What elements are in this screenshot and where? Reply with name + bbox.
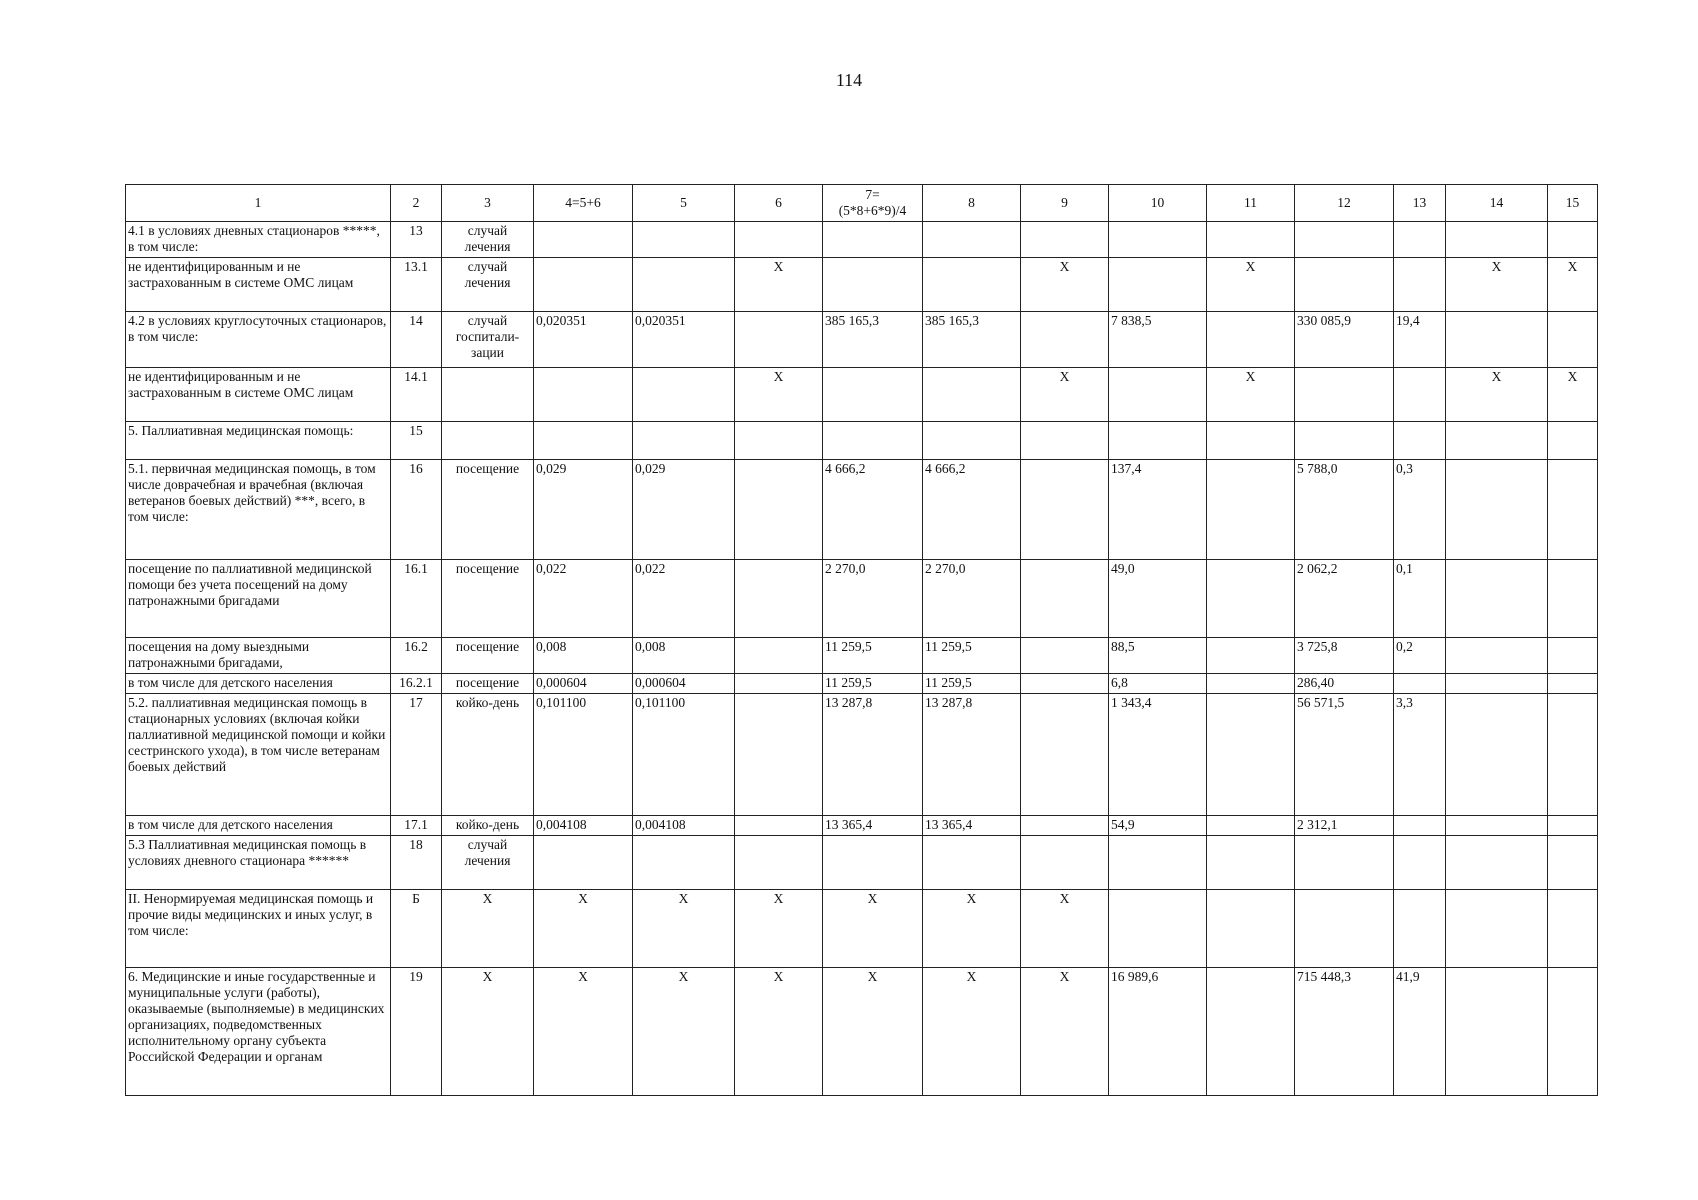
row-label-cell: 5.1. первичная медицинская помощь, в том числе доврачебная и врачебная (включая ветеранов боевых действий) ***, всего, в том числе: — [126, 460, 391, 560]
table-cell: X — [1207, 258, 1295, 312]
table-cell: 137,4 — [1109, 460, 1207, 560]
table-cell: 385 165,3 — [923, 312, 1021, 368]
table-cell — [735, 460, 823, 560]
table-cell — [735, 816, 823, 836]
table-cell: случай лечения — [442, 258, 534, 312]
table-cell — [735, 312, 823, 368]
table-cell — [1394, 674, 1446, 694]
table-cell: 715 448,3 — [1295, 968, 1394, 1096]
table-cell — [1548, 222, 1598, 258]
table-cell: 49,0 — [1109, 560, 1207, 638]
header-cell: 3 — [442, 185, 534, 222]
table-cell — [1548, 460, 1598, 560]
table-cell — [442, 368, 534, 422]
table-row — [126, 460, 1598, 560]
row-label-cell: посещение по паллиативной медицинской помощи без учета посещений на дому патронажными бригадами — [126, 560, 391, 638]
row-label-cell: 6. Медицинские и иные государственные и муниципальные услуги (работы), оказываемые (выполняемые) в медицинских организациях, подведомственных исполнительному органу субъекта Российской Федерации и органам — [126, 968, 391, 1096]
table-cell — [1207, 674, 1295, 694]
table-cell — [633, 258, 735, 312]
table-cell: 17.1 — [391, 816, 442, 836]
table-cell: 0,101100 — [534, 694, 633, 816]
table-cell: 11 259,5 — [823, 674, 923, 694]
table-cell: 16.2.1 — [391, 674, 442, 694]
table-cell: посещение — [442, 460, 534, 560]
table-cell — [534, 422, 633, 460]
table-cell: X — [1446, 368, 1548, 422]
table-cell: Б — [391, 890, 442, 968]
table-cell — [823, 222, 923, 258]
table-cell — [1446, 674, 1548, 694]
table-cell — [1021, 816, 1109, 836]
row-label-cell: посещения на дому выездными патронажными бригадами, — [126, 638, 391, 674]
table-row — [126, 638, 1598, 674]
table-cell: X — [923, 968, 1021, 1096]
table-cell: койко-день — [442, 694, 534, 816]
table-cell: 13 — [391, 222, 442, 258]
table-cell: 88,5 — [1109, 638, 1207, 674]
table-cell: 385 165,3 — [823, 312, 923, 368]
table-cell — [735, 836, 823, 890]
table-cell: 19,4 — [1394, 312, 1446, 368]
table-cell: 13.1 — [391, 258, 442, 312]
table-cell: X — [633, 890, 735, 968]
table-cell — [1021, 460, 1109, 560]
table-cell — [1021, 222, 1109, 258]
table-cell: X — [823, 890, 923, 968]
table-cell: 16 989,6 — [1109, 968, 1207, 1096]
table-row — [126, 222, 1598, 258]
table-cell: 54,9 — [1109, 816, 1207, 836]
table-cell: X — [1021, 368, 1109, 422]
table-cell: X — [1548, 368, 1598, 422]
table-row — [126, 836, 1598, 890]
row-label-cell: 5. Паллиативная медицинская помощь: — [126, 422, 391, 460]
table-cell: 0,022 — [534, 560, 633, 638]
table-cell: 13 365,4 — [823, 816, 923, 836]
table-cell: 0,008 — [534, 638, 633, 674]
table-cell: 0,029 — [534, 460, 633, 560]
table-cell — [1207, 968, 1295, 1096]
table-cell — [1548, 968, 1598, 1096]
table-cell — [735, 674, 823, 694]
table-cell: 19 — [391, 968, 442, 1096]
table-cell: посещение — [442, 638, 534, 674]
table-cell — [1109, 890, 1207, 968]
table-cell: 11 259,5 — [923, 638, 1021, 674]
table-cell — [1295, 890, 1394, 968]
table-cell — [1295, 368, 1394, 422]
table-cell: 5 788,0 — [1295, 460, 1394, 560]
table-cell: 0,101100 — [633, 694, 735, 816]
table-cell — [1394, 890, 1446, 968]
table-cell — [1021, 422, 1109, 460]
table-row — [126, 674, 1598, 694]
table-cell: X — [735, 368, 823, 422]
table-cell: 330 085,9 — [1295, 312, 1394, 368]
table-cell — [1446, 222, 1548, 258]
table-cell — [1446, 890, 1548, 968]
table-cell — [823, 836, 923, 890]
table-cell — [1021, 674, 1109, 694]
table-cell — [1109, 836, 1207, 890]
table-cell — [534, 836, 633, 890]
table-cell: 15 — [391, 422, 442, 460]
table-cell — [923, 422, 1021, 460]
table-cell — [1207, 312, 1295, 368]
table-cell: 0,020351 — [633, 312, 735, 368]
table-cell — [823, 368, 923, 422]
table-cell — [1207, 836, 1295, 890]
table-cell — [1548, 890, 1598, 968]
table-cell — [1446, 312, 1548, 368]
table-cell: 2 270,0 — [823, 560, 923, 638]
header-row — [126, 185, 1598, 222]
table-cell — [823, 258, 923, 312]
table-cell: 0,008 — [633, 638, 735, 674]
table-cell: 18 — [391, 836, 442, 890]
table-cell — [1207, 560, 1295, 638]
table-cell — [534, 368, 633, 422]
table-cell — [1548, 422, 1598, 460]
table-cell — [1446, 694, 1548, 816]
table-cell — [1021, 638, 1109, 674]
table-cell: посещение — [442, 560, 534, 638]
table-cell — [1207, 422, 1295, 460]
table-cell: 286,40 — [1295, 674, 1394, 694]
table-cell: 0,004108 — [633, 816, 735, 836]
table-cell: 16.2 — [391, 638, 442, 674]
table-row — [126, 312, 1598, 368]
row-label-cell: 4.2 в условиях круглосуточных стационаров, в том числе: — [126, 312, 391, 368]
table-cell: 0,022 — [633, 560, 735, 638]
header-cell: 4=5+6 — [534, 185, 633, 222]
table-cell — [1207, 460, 1295, 560]
table-cell — [1021, 560, 1109, 638]
table-cell: 2 270,0 — [923, 560, 1021, 638]
table-cell: X — [1207, 368, 1295, 422]
table-cell — [534, 222, 633, 258]
header-cell: 7= (5*8+6*9)/4 — [823, 185, 923, 222]
table-cell — [923, 222, 1021, 258]
header-cell: 12 — [1295, 185, 1394, 222]
table-cell — [735, 222, 823, 258]
header-cell: 10 — [1109, 185, 1207, 222]
table-cell — [1548, 638, 1598, 674]
table-cell — [1109, 222, 1207, 258]
header-cell: 9 — [1021, 185, 1109, 222]
table-cell: 0,029 — [633, 460, 735, 560]
table-row — [126, 560, 1598, 638]
table-cell — [1109, 422, 1207, 460]
table-cell: 3 725,8 — [1295, 638, 1394, 674]
table-cell: X — [923, 890, 1021, 968]
table-cell: посещение — [442, 674, 534, 694]
table-row — [126, 258, 1598, 312]
table-cell — [1394, 816, 1446, 836]
table-cell: X — [534, 968, 633, 1096]
row-label-cell: в том числе для детского населения — [126, 816, 391, 836]
row-label-cell: 4.1 в условиях дневных стационаров *****, в том числе: — [126, 222, 391, 258]
table-cell: 11 259,5 — [923, 674, 1021, 694]
table-cell — [1295, 836, 1394, 890]
table-cell: X — [1021, 890, 1109, 968]
header-cell: 13 — [1394, 185, 1446, 222]
table-cell — [1394, 258, 1446, 312]
table-cell: 16 — [391, 460, 442, 560]
header-cell: 8 — [923, 185, 1021, 222]
table-cell — [1021, 312, 1109, 368]
table-cell — [1394, 222, 1446, 258]
table-row — [126, 816, 1598, 836]
table-cell: 6,8 — [1109, 674, 1207, 694]
row-label-cell: в том числе для детского населения — [126, 674, 391, 694]
table-cell: 0,3 — [1394, 460, 1446, 560]
table-cell — [1446, 816, 1548, 836]
table-cell: 0,004108 — [534, 816, 633, 836]
table-cell — [823, 422, 923, 460]
table-cell — [633, 222, 735, 258]
table-cell: койко-день — [442, 816, 534, 836]
table-cell: X — [534, 890, 633, 968]
budget-table — [125, 184, 1598, 1096]
table-cell: 0,020351 — [534, 312, 633, 368]
table-cell: 11 259,5 — [823, 638, 923, 674]
table-cell: X — [442, 968, 534, 1096]
table-cell: 41,9 — [1394, 968, 1446, 1096]
table-cell — [923, 836, 1021, 890]
table-cell: 7 838,5 — [1109, 312, 1207, 368]
table-cell — [1021, 694, 1109, 816]
table-cell — [633, 422, 735, 460]
table-cell: 16.1 — [391, 560, 442, 638]
table-row — [126, 968, 1598, 1096]
table-row — [126, 694, 1598, 816]
table-cell: 0,000604 — [534, 674, 633, 694]
table-cell: случай лечения — [442, 222, 534, 258]
row-label-cell: не идентифицированным и не застрахованным в системе ОМС лицам — [126, 258, 391, 312]
header-cell: 14 — [1446, 185, 1548, 222]
table-cell — [1295, 258, 1394, 312]
row-label-cell: 5.3 Паллиативная медицинская помощь в условиях дневного стационара ****** — [126, 836, 391, 890]
table-cell — [1109, 258, 1207, 312]
table-cell: случай лечения — [442, 836, 534, 890]
table-cell — [442, 422, 534, 460]
table-cell — [1207, 222, 1295, 258]
table-cell — [1394, 368, 1446, 422]
table-cell: 0,1 — [1394, 560, 1446, 638]
table-cell — [735, 422, 823, 460]
table-cell — [1446, 460, 1548, 560]
table-cell: 4 666,2 — [823, 460, 923, 560]
table-cell — [1548, 836, 1598, 890]
header-cell: 11 — [1207, 185, 1295, 222]
table-cell — [633, 368, 735, 422]
table-cell: 14 — [391, 312, 442, 368]
header-cell: 2 — [391, 185, 442, 222]
table-cell — [1109, 368, 1207, 422]
table-cell — [1548, 816, 1598, 836]
table-cell: X — [442, 890, 534, 968]
table-cell: X — [1548, 258, 1598, 312]
row-label-cell: II. Ненормируемая медицинская помощь и прочие виды медицинских и иных услуг, в том числе: — [126, 890, 391, 968]
table-cell — [923, 368, 1021, 422]
table-cell — [1207, 890, 1295, 968]
table-cell — [1207, 816, 1295, 836]
header-cell: 1 — [126, 185, 391, 222]
table-cell — [1295, 422, 1394, 460]
table-cell: 17 — [391, 694, 442, 816]
table-cell: 0,2 — [1394, 638, 1446, 674]
table-cell — [1446, 422, 1548, 460]
table-cell — [1548, 694, 1598, 816]
table-cell: X — [735, 968, 823, 1096]
table-row — [126, 890, 1598, 968]
table-cell: 2 312,1 — [1295, 816, 1394, 836]
table-cell: X — [735, 890, 823, 968]
table-cell: X — [1021, 258, 1109, 312]
table-cell — [1446, 836, 1548, 890]
table-row — [126, 422, 1598, 460]
table-cell — [735, 560, 823, 638]
table-cell — [1548, 674, 1598, 694]
table-cell — [1021, 836, 1109, 890]
table-cell — [1295, 222, 1394, 258]
table-cell — [735, 694, 823, 816]
table-cell — [1548, 312, 1598, 368]
table-cell: 0,000604 — [633, 674, 735, 694]
header-cell: 15 — [1548, 185, 1598, 222]
table-cell: X — [735, 258, 823, 312]
table-cell: случай госпитали-зации — [442, 312, 534, 368]
table-cell: 14.1 — [391, 368, 442, 422]
table-cell: 2 062,2 — [1295, 560, 1394, 638]
table-cell — [1446, 638, 1548, 674]
page-number: 114 — [835, 70, 863, 90]
table-cell: 13 365,4 — [923, 816, 1021, 836]
table-cell — [633, 836, 735, 890]
table-cell — [1446, 968, 1548, 1096]
row-label-cell: 5.2. паллиативная медицинская помощь в стационарных условиях (включая койки паллиативной медицинской помощи и койки сестринского ухода), в том числе ветеранам боевых действий — [126, 694, 391, 816]
table-cell: 1 343,4 — [1109, 694, 1207, 816]
table-cell — [923, 258, 1021, 312]
table-cell — [1394, 422, 1446, 460]
table-cell: X — [633, 968, 735, 1096]
table-cell — [1446, 560, 1548, 638]
table-cell: 3,3 — [1394, 694, 1446, 816]
table-cell — [1548, 560, 1598, 638]
table-cell: X — [1021, 968, 1109, 1096]
table-cell: X — [1446, 258, 1548, 312]
table-cell: X — [823, 968, 923, 1096]
table-cell — [1207, 638, 1295, 674]
table-cell — [1394, 836, 1446, 890]
table-cell: 4 666,2 — [923, 460, 1021, 560]
table-cell — [534, 258, 633, 312]
row-label-cell: не идентифицированным и не застрахованным в системе ОМС лицам — [126, 368, 391, 422]
table-cell — [735, 638, 823, 674]
table-cell: 13 287,8 — [823, 694, 923, 816]
table-cell — [1207, 694, 1295, 816]
table-cell: 13 287,8 — [923, 694, 1021, 816]
table-row — [126, 368, 1598, 422]
table-cell: 56 571,5 — [1295, 694, 1394, 816]
header-cell: 6 — [735, 185, 823, 222]
header-cell: 5 — [633, 185, 735, 222]
